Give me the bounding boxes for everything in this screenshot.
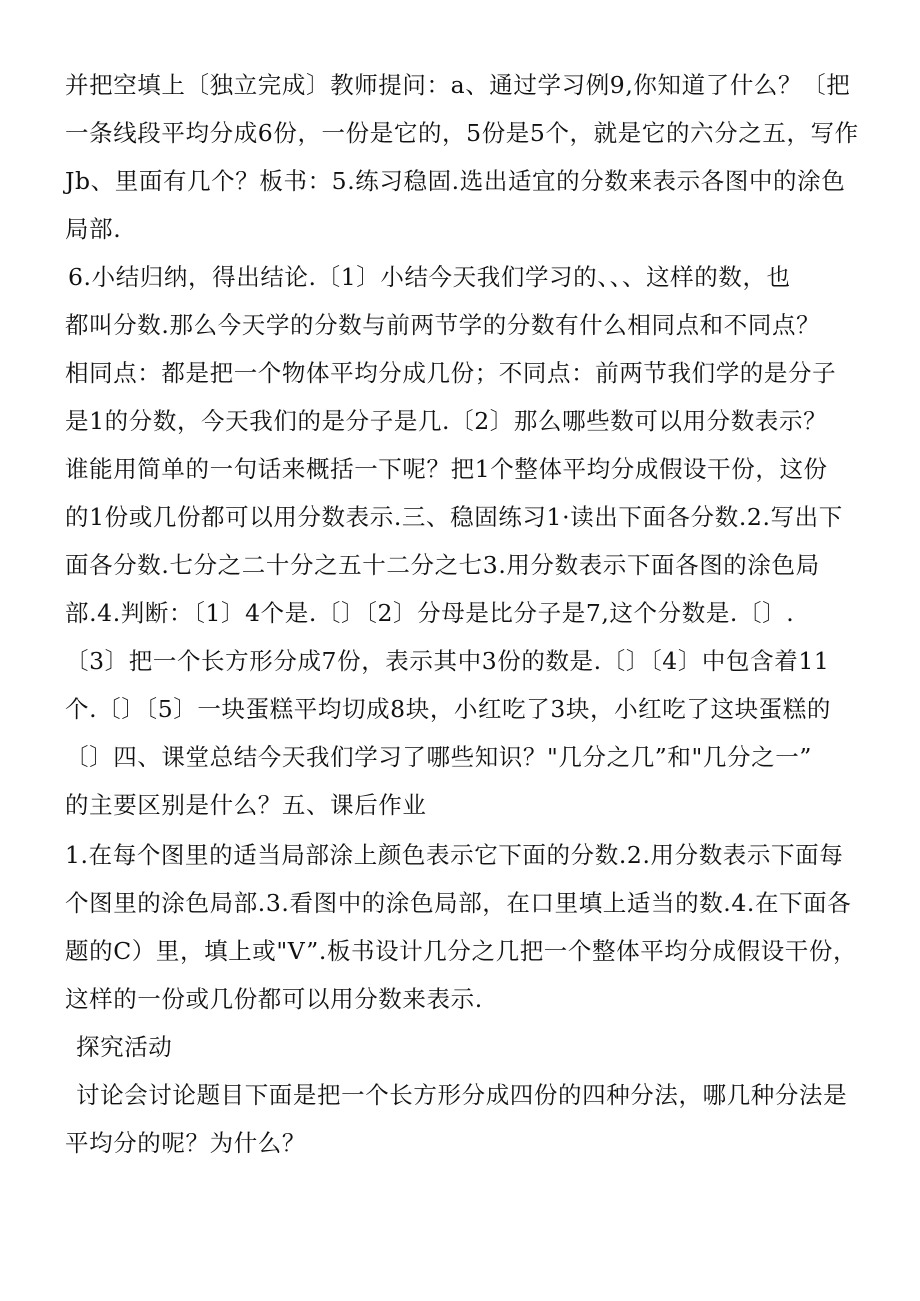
text-line: 6.小结归纳，得出结论.〔1〕小结今天我们学习的、、、这样的数，也 xyxy=(68,263,791,291)
text-line: 这样的一份或几份都可以用分数来表示. xyxy=(65,985,483,1013)
text-line: Jb、里面有几个？板书：5.练习稳固.选出适宜的分数来表示各图中的涂色 xyxy=(65,167,846,195)
text-line: 的主要区别是什么？五、课后作业 xyxy=(65,791,427,819)
text-line: 并把空填上〔独立完成〕教师提问：a、通过学习例9,你知道了什么？〔把 xyxy=(65,71,851,99)
text-line: 〔3〕把一个长方形分成7份，表示其中3份的数是.〔〕〔4〕中包含着11 xyxy=(65,647,830,675)
text-line: 一条线段平均分成6份，一份是它的，5份是5个，就是它的六分之五，写作 xyxy=(65,119,859,147)
text-line: 个图里的涂色局部.3.看图中的涂色局部，在口里填上适当的数.4.在下面各 xyxy=(65,889,852,917)
text-line: 面各分数.七分之二十分之五十二分之七3.用分数表示下面各图的涂色局 xyxy=(65,551,820,579)
text-line: 部.4.判断：〔1〕4个是.〔〕〔2〕分母是比分子是7,这个分数是.〔〕. xyxy=(65,599,795,627)
text-line: 个.〔〕〔5〕一块蛋糕平均切成8块，小红吃了3块，小红吃了这块蛋糕的 xyxy=(65,695,831,723)
text-line: 相同点：都是把一个物体平均分成几份；不同点：前两节我们学的是分子 xyxy=(65,359,837,387)
text-line: 平均分的呢？为什么？ xyxy=(65,1129,306,1157)
text-line: 是1的分数，今天我们的是分子是几.〔2〕那么哪些数可以用分数表示？ xyxy=(65,407,828,435)
text-line: 局部. xyxy=(65,215,122,243)
section-heading: 探究活动 xyxy=(76,1033,173,1061)
text-line: 讨论会讨论题目下面是把一个长方形分成四份的四种分法，哪几种分法是 xyxy=(76,1081,848,1109)
text-line: 的1份或几份都可以用分数表示.三、稳固练习1·读出下面各分数.2.写出下 xyxy=(65,503,843,531)
text-line: 谁能用简单的一句话来概括一下呢？把1个整体平均分成假设干份，这份 xyxy=(65,455,828,483)
text-line: 1.在每个图里的适当局部涂上颜色表示它下面的分数.2.用分数表示下面每 xyxy=(65,841,844,869)
text-line: 都叫分数.那么今天学的分数与前两节学的分数有什么相同点和不同点？ xyxy=(65,311,821,339)
text-line: 题的C）里，填上或"V”.板书设计几分之几把一个整体平均分成假设干份， xyxy=(65,937,858,965)
text-line: 〔〕四、课堂总结今天我们学习了哪些知识？"几分之几”和"几分之一” xyxy=(65,743,812,771)
